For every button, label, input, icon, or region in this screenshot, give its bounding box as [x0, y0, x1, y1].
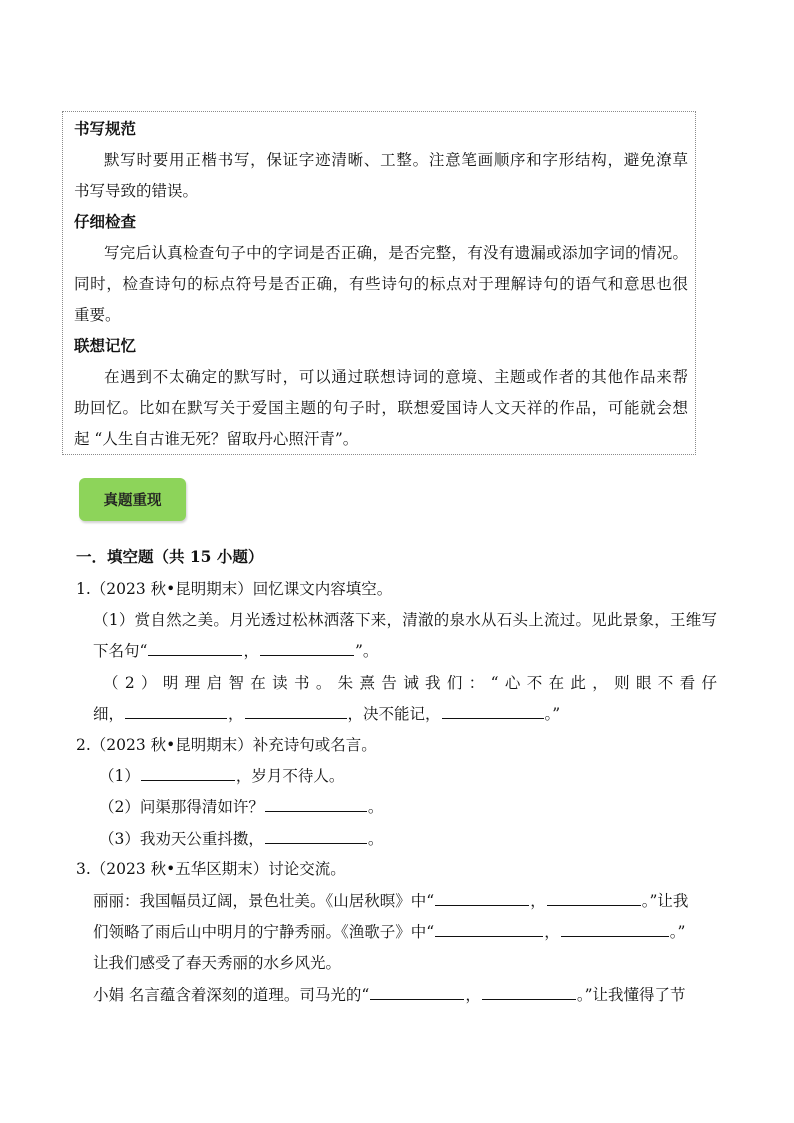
- question-1-stem: 1.（2023 秋•昆明期末）回忆课文内容填空。: [76, 580, 393, 598]
- answer-blank[interactable]: [265, 797, 367, 812]
- section-title: 一．填空题（共 15 小题）: [76, 547, 264, 566]
- tip-heading-writing: 书写规范: [74, 119, 137, 138]
- answer-blank[interactable]: [547, 891, 641, 906]
- question-2-stem: 2.（2023 秋•昆明期末）补充诗句或名言。: [76, 736, 377, 754]
- answer-blank[interactable]: [265, 829, 367, 844]
- answer-blank[interactable]: [148, 641, 242, 656]
- answer-blank[interactable]: [260, 641, 354, 656]
- section-button-real-exam[interactable]: 真题重现: [79, 478, 186, 521]
- answer-blank[interactable]: [245, 704, 347, 719]
- question-1-part-1-cont: 下名句“ ， ”。: [93, 642, 379, 660]
- tip-text: 同时，检查诗句的标点符号是否正确，有些诗句的标点对于理解诗句的语气和意思也很: [74, 275, 688, 293]
- question-1-part-2: （2）明理启智在读书。朱熹告诫我们：“心不在此，则眼不看仔: [103, 674, 717, 692]
- answer-blank[interactable]: [482, 985, 576, 1000]
- tip-text: 在遇到不太确定的默写时，可以通过联想诗词的意境、主题或作者的其他作品来帮: [104, 368, 688, 386]
- question-3-text: 们领略了雨后山中明月的宁静秀丽。《渔歌子》中“ ， 。”: [93, 923, 686, 941]
- answer-blank[interactable]: [125, 704, 227, 719]
- tip-text: 助回忆。比如在默写关于爱国主题的句子时，联想爱国诗人文天祥的作品，可能就会想: [74, 399, 688, 417]
- tip-heading-check: 仔细检查: [74, 212, 137, 231]
- tip-text: 起 “人生自古谁无死？留取丹心照汗青”。: [74, 430, 359, 448]
- answer-blank[interactable]: [141, 766, 235, 781]
- answer-blank[interactable]: [435, 891, 529, 906]
- question-1-part-1: （1）赏自然之美。月光透过松林洒落下来，清澈的泉水从石头上流过。见此景象，王维写: [93, 611, 717, 629]
- answer-blank[interactable]: [561, 922, 669, 937]
- question-2-part-1: （1） ，岁月不待人。: [99, 767, 345, 785]
- answer-blank[interactable]: [442, 704, 544, 719]
- question-2-part-2: （2）问渠那得清如许？ 。: [99, 798, 384, 816]
- question-3-stem: 3.（2023 秋•五华区期末）讨论交流。: [76, 860, 346, 878]
- question-3-text: 丽丽：我国幅员辽阔，景色壮美。《山居秋暝》中“ ， 。”让我: [93, 892, 689, 910]
- question-3-text: 小娟 名言蕴含着深刻的道理。司马光的“ ， 。”让我懂得了节: [93, 986, 686, 1004]
- answer-blank[interactable]: [435, 922, 543, 937]
- tip-text: 书写导致的错误。: [74, 182, 199, 200]
- answer-blank[interactable]: [370, 985, 464, 1000]
- tip-text: 重要。: [74, 306, 121, 324]
- question-1-part-2-cont: 细， ， ，决不能记， 。”: [93, 705, 561, 723]
- tip-text: 写完后认真检查句子中的字词是否正确，是否完整，有没有遗漏或添加字词的情况。: [104, 244, 688, 262]
- question-3-text: 让我们感受了春天秀丽的水乡风光。: [93, 954, 342, 972]
- tip-text: 默写时要用正楷书写，保证字迹清晰、工整。注意笔画顺序和字形结构，避免潦草: [104, 151, 688, 169]
- tip-heading-association: 联想记忆: [74, 336, 137, 355]
- question-2-part-3: （3）我劝天公重抖擞， 。: [99, 830, 384, 848]
